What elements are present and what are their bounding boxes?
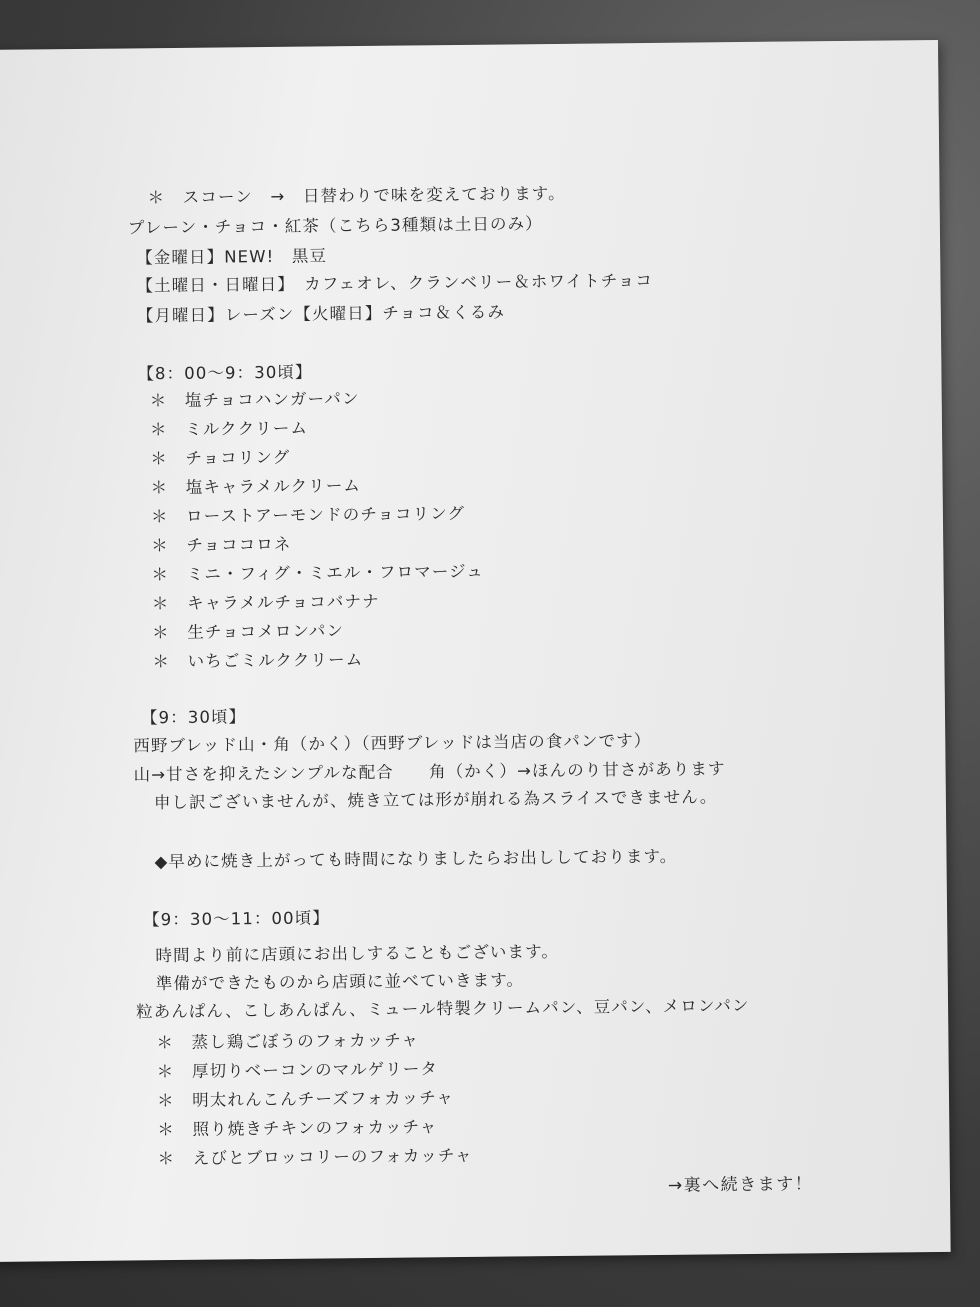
text-line: 【土曜日・日曜日】 カフェオレ、クランベリー＆ホワイトチョコ <box>136 270 654 296</box>
list-item: ＊ 厚切りベーコンのマルゲリータ <box>156 1059 439 1082</box>
list-item: ＊ 塩チョコハンガーパン <box>149 389 360 411</box>
text-line: プレーン・チョコ・紅茶（こちら3種類は土日のみ） <box>127 214 543 238</box>
list-item: ＊ 明太れんこんチーズフォカッチャ <box>156 1088 454 1111</box>
list-item: ＊ いちごミルククリーム <box>152 650 364 672</box>
text-line: 【月曜日】レーズン【火曜日】チョコ＆くるみ <box>136 302 506 326</box>
list-item: ＊ 塩キャラメルクリーム <box>150 476 362 498</box>
list-item: ＊ チョココロネ <box>151 534 292 556</box>
list-item: ＊ チョコリング <box>150 447 291 469</box>
list-item: ＊ ローストアーモンドのチョコリング <box>150 503 466 527</box>
list-item: ＊ えびとブロッコリーのフォカッチャ <box>157 1145 473 1169</box>
text-line: 西野ブレッド山・角（かく）（西野ブレッドは当店の食パンです） <box>133 731 652 756</box>
text-line: 時間より前に店頭にお出しすることもございます。 <box>155 941 560 966</box>
list-item: ＊ キャラメルチョコバナナ <box>151 591 380 614</box>
continue-note: →裏へ続きます！ <box>667 1174 814 1196</box>
text-line: 【金曜日】NEW! 黒豆 <box>136 246 328 268</box>
list-item: ＊ 蒸し鶏ごぼうのフォカッチャ <box>156 1030 420 1053</box>
text-line: ◆早めに焼き上がっても時間になりましたらお出ししております。 <box>154 846 678 872</box>
text-line: 準備ができたものから店頭に並べていきます。 <box>155 970 525 994</box>
section-heading: 【9：30〜11：00頃】 <box>143 908 331 930</box>
text-line: 山→甘さを抑えたシンプルな配合 角（かく）→ほんのり甘さがあります <box>133 759 726 785</box>
list-item: ＊ ミニ・フィグ・ミエル・フロマージュ <box>151 561 485 585</box>
list-item: ＊ 生チョコメロンパン <box>152 621 345 643</box>
text-line: ＊ スコーン → 日替わりで味を変えております。 <box>147 183 566 208</box>
text-line: 申し訳ございませんが、焼き立ては形が崩れる為スライスできません。 <box>153 787 718 813</box>
paper-sheet <box>0 40 951 1262</box>
list-item: ＊ ミルククリーム <box>149 418 309 440</box>
section-heading: 【9：30頃】 <box>140 707 247 728</box>
section-heading: 【8：00〜9：30頃】 <box>137 362 313 384</box>
list-item: ＊ 照り焼きチキンのフォカッチャ <box>157 1117 438 1140</box>
text-line: 粒あんぱん、こしあんぱん、ミュール特製クリームパン、豆パン、メロンパン <box>135 995 750 1022</box>
